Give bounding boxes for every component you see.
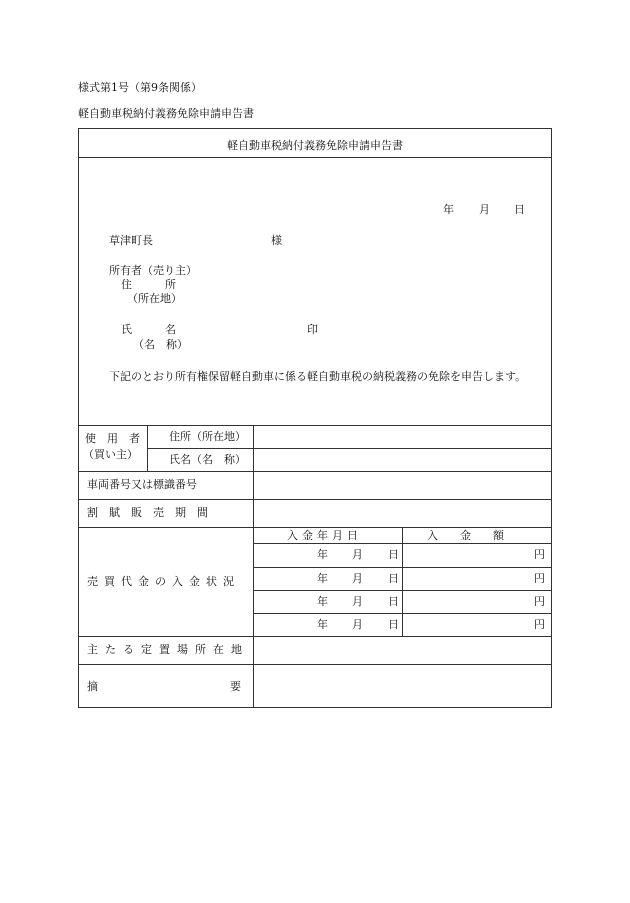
- divider: [79, 499, 551, 500]
- divider: [79, 425, 551, 426]
- applicant-address-label: 住 所: [121, 278, 176, 291]
- payment-date-header: 入金年月日: [287, 529, 362, 542]
- form-title: 軽自動車税納付義務免除申請申告書: [227, 139, 403, 152]
- buyer-address-field[interactable]: [257, 428, 547, 446]
- payment-day: 日: [388, 572, 399, 585]
- storage-location-label: 主たる定置場所在地: [87, 643, 249, 656]
- divider: [79, 664, 551, 665]
- form-number: 様式第1号（第9条関係）: [78, 81, 202, 94]
- payment-yen: 円: [534, 618, 545, 631]
- application-form: [78, 128, 552, 708]
- installment-period-label: 割賦販売期間: [87, 506, 219, 519]
- date-year-field[interactable]: 年: [443, 203, 454, 216]
- vehicle-number-label: 車両番号又は標識番号: [87, 478, 197, 491]
- payment-amount-header: 入 金 額: [427, 529, 504, 542]
- payment-month: 月: [352, 572, 363, 585]
- payment-day: 日: [388, 595, 399, 608]
- payment-year: 年: [317, 595, 328, 608]
- remarks-label: 摘要: [87, 680, 373, 693]
- divider: [79, 157, 551, 158]
- applicant-role: 所有者（売り主）: [109, 264, 197, 277]
- addressee-name: 草津町長: [109, 234, 153, 247]
- buyer-label: 使 用 者: [85, 432, 140, 445]
- buyer-label-sub: （買い主）: [83, 448, 138, 461]
- payment-year: 年: [317, 572, 328, 585]
- document-title: 軽自動車税納付義務免除申請申告書: [78, 107, 254, 120]
- payment-year: 年: [317, 548, 328, 561]
- payment-month: 月: [352, 618, 363, 631]
- divider: [79, 471, 551, 472]
- installment-period-field[interactable]: [257, 503, 547, 523]
- payment-yen: 円: [534, 548, 545, 561]
- divider: [402, 527, 403, 636]
- date-day-field[interactable]: 日: [514, 203, 525, 216]
- storage-location-field[interactable]: [257, 640, 547, 660]
- payment-yen: 円: [534, 572, 545, 585]
- payment-month: 月: [352, 595, 363, 608]
- applicant-name-sub: （名 称）: [133, 338, 188, 351]
- date-month-field[interactable]: 月: [479, 203, 490, 216]
- buyer-name-field[interactable]: [257, 451, 547, 469]
- statement-text: 下記のとおり所有権保留軽自動車に係る軽自動車税の納税義務の免除を申告します。: [109, 370, 527, 383]
- vehicle-number-field[interactable]: [257, 475, 547, 495]
- divider: [147, 448, 551, 449]
- applicant-address-sub: （所在地）: [127, 292, 182, 305]
- addressee-honorific: 様: [271, 234, 282, 247]
- buyer-name-label: 氏名（名 称）: [169, 453, 246, 466]
- payment-year: 年: [317, 618, 328, 631]
- divider: [79, 527, 551, 528]
- payment-day: 日: [388, 618, 399, 631]
- payment-status-label: 売買代金の入金状況: [87, 575, 240, 588]
- applicant-name-label: 氏 名: [121, 323, 176, 336]
- seal-mark: 印: [307, 323, 318, 336]
- divider: [253, 425, 254, 707]
- payment-day: 日: [388, 548, 399, 561]
- payment-yen: 円: [534, 595, 545, 608]
- payment-month: 月: [352, 548, 363, 561]
- divider: [147, 425, 148, 471]
- divider: [79, 636, 551, 637]
- remarks-field[interactable]: [257, 668, 547, 704]
- buyer-address-label: 住所（所在地）: [169, 430, 246, 443]
